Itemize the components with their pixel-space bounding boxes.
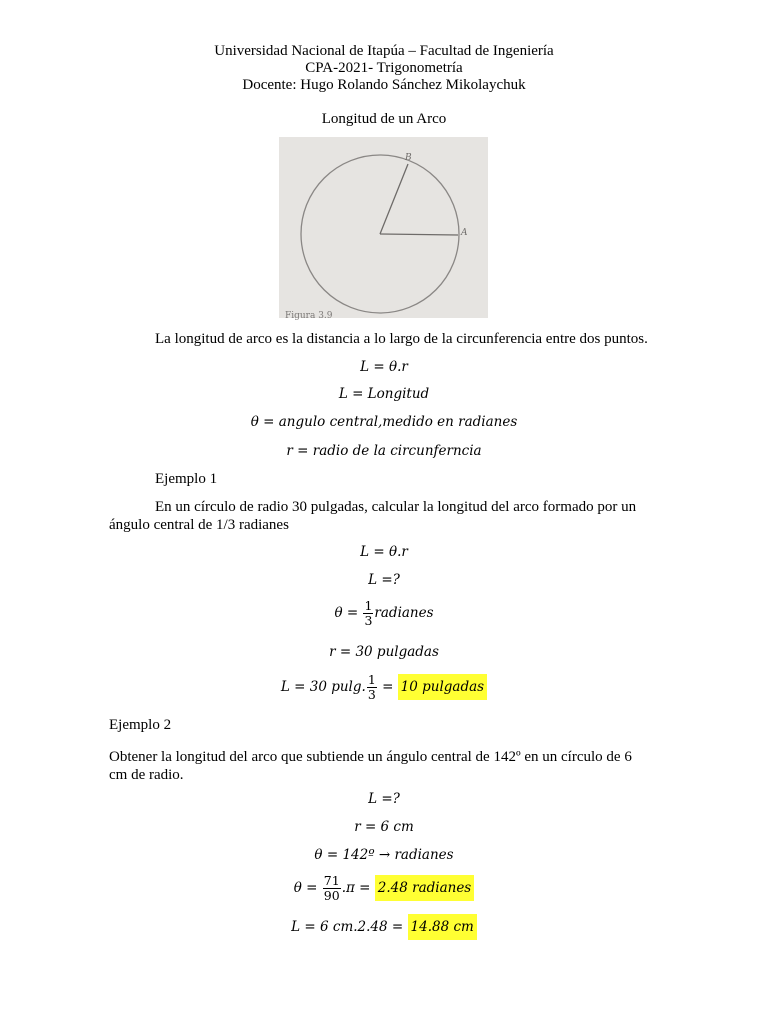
- fraction-numerator: 1: [367, 672, 376, 687]
- result-prefix: L = 6 cm.2.48 =: [291, 919, 404, 935]
- example2-theta-value: [0, 874, 768, 903]
- theta-prefix: θ =: [293, 880, 318, 896]
- fraction-one-third: [367, 673, 377, 702]
- point-b-label: B: [405, 153, 412, 163]
- example2-result: [0, 919, 768, 935]
- radius-b: [380, 164, 408, 234]
- radius-a: [380, 234, 458, 235]
- example2-theta-conversion: θ = 142º → radianes: [314, 847, 454, 863]
- fraction-71-90: [323, 874, 341, 903]
- example1-radius-value: r = 30 pulgadas: [329, 644, 439, 660]
- example1-unknown: L =?: [368, 572, 400, 588]
- example2-radius-value: r = 6 cm: [354, 819, 414, 835]
- circle-diagram: [279, 137, 488, 318]
- example2-unknown: L =?: [368, 791, 400, 807]
- equals-sign: =: [382, 679, 394, 695]
- fraction-numerator: 71: [323, 873, 340, 888]
- point-a-label: A: [461, 228, 468, 238]
- example1-heading: Ejemplo 1: [155, 471, 218, 487]
- theta-definition: θ = angulo central,medido en radianes: [250, 414, 518, 430]
- fraction-denominator: 3: [364, 613, 373, 628]
- theta-pi-equals: .π =: [341, 880, 371, 896]
- highlighted-answer: 10 pulgadas: [398, 674, 487, 700]
- fraction-denominator: 90: [323, 888, 340, 903]
- arc-figure: [279, 137, 488, 321]
- radius-definition: r = radio de la circunferncia: [286, 443, 482, 459]
- theta-unit: radianes: [374, 605, 434, 621]
- arc-formula: L = θ.r: [360, 359, 408, 375]
- highlighted-answer: 14.88 cm: [408, 914, 477, 940]
- length-definition: L = Longitud: [338, 386, 430, 402]
- figure-caption: Figura 3.9: [285, 311, 333, 321]
- page-title: Longitud de un Arco: [321, 111, 447, 127]
- example2-statement-line2: cm de radio.: [109, 767, 184, 783]
- course-header: CPA-2021- Trigonometría: [305, 60, 463, 76]
- definition-text: La longitud de arco es la distancia a lo largo de la circunferencia entre dos puntos.: [155, 331, 648, 347]
- fraction-numerator: 1: [364, 598, 373, 613]
- theta-prefix: θ =: [334, 605, 359, 621]
- university-header: Universidad Nacional de Itapúa – Facultad de Ingeniería: [214, 43, 554, 59]
- example1-statement-line2: ángulo central de 1/3 radianes: [109, 517, 289, 533]
- example1-theta-value: [0, 599, 768, 628]
- example1-statement-line1: En un círculo de radio 30 pulgadas, calcular la longitud del arco formado por un: [155, 499, 637, 515]
- teacher-header: Docente: Hugo Rolando Sánchez Mikolaychuk: [242, 77, 526, 93]
- example2-statement-line1: Obtener la longitud del arco que subtiende un ángulo central de 142º en un círculo de 6: [109, 749, 632, 765]
- example1-formula: L = θ.r: [360, 544, 408, 560]
- example2-heading: Ejemplo 2: [109, 717, 172, 733]
- highlighted-radians: 2.48 radianes: [375, 875, 474, 901]
- result-prefix: L = 30 pulg.: [280, 679, 366, 695]
- example1-result: [0, 673, 768, 702]
- fraction-one-third: [363, 599, 373, 628]
- fraction-denominator: 3: [367, 687, 376, 702]
